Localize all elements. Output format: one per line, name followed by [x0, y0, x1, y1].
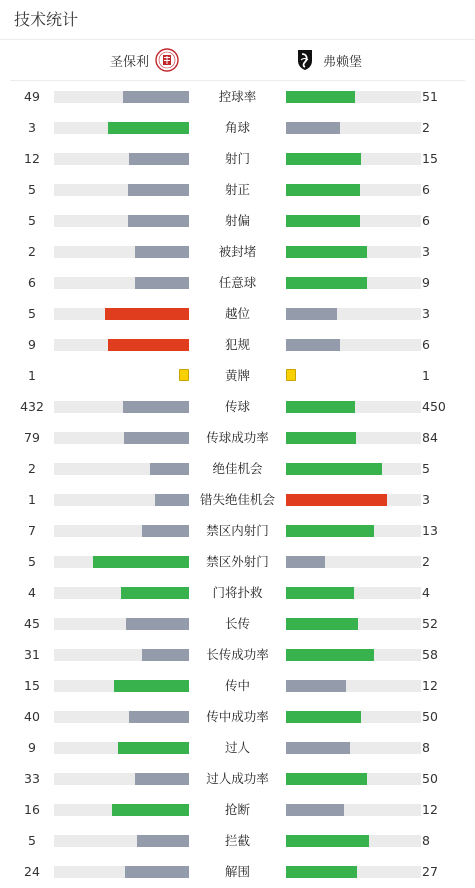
stat-row [0, 608, 475, 639]
away-stat-bar [286, 184, 421, 196]
stat-label: 射正 [224, 182, 250, 197]
away-stat-bar-fill [286, 215, 360, 227]
away-stat-value: 8 [422, 740, 430, 755]
away-stat-value: 6 [422, 182, 430, 197]
home-stat-bar-fill [123, 401, 189, 413]
stat-label: 传中 [224, 678, 250, 693]
away-stat-value: 6 [422, 337, 430, 352]
home-stat-bar [54, 184, 189, 196]
away-stat-value: 84 [422, 430, 438, 445]
stat-row [0, 112, 475, 143]
away-team-name: 弗赖堡 [323, 54, 363, 70]
away-stat-bar-fill [286, 91, 355, 103]
home-stat-value: 45 [24, 616, 40, 631]
away-stat-value: 9 [422, 275, 430, 290]
stat-row [0, 453, 475, 484]
home-stat-bar [54, 711, 189, 723]
away-stat-bar [286, 463, 421, 475]
away-stat-bar [286, 308, 421, 320]
home-stat-bar-fill [150, 463, 189, 475]
stat-label: 过人成功率 [206, 771, 269, 786]
away-stat-bar-fill [286, 339, 340, 351]
stat-label: 抢断 [224, 802, 250, 817]
home-stat-bar [54, 680, 189, 692]
home-stat-value: 5 [28, 306, 36, 321]
home-stat-bar-fill [108, 339, 189, 351]
away-yellow-card-icon [286, 369, 296, 381]
away-stat-bar [286, 742, 421, 754]
away-stat-value: 12 [422, 678, 438, 693]
away-stat-bar-fill [286, 866, 357, 878]
home-stat-bar-fill [135, 246, 189, 258]
home-stat-value: 9 [28, 740, 36, 755]
away-stat-value: 27 [422, 864, 438, 879]
home-stat-bar [54, 525, 189, 537]
away-stat-bar-fill [286, 463, 382, 475]
home-stat-value: 2 [28, 461, 36, 476]
home-stat-value: 79 [24, 430, 40, 445]
home-stat-bar-fill [129, 711, 189, 723]
away-stat-bar [286, 804, 421, 816]
away-stat-bar [286, 618, 421, 630]
home-stat-bar-fill [105, 308, 189, 320]
stat-label: 门将扑救 [212, 585, 263, 600]
stat-row [0, 81, 475, 112]
stat-row [0, 577, 475, 608]
home-stat-value: 16 [24, 802, 40, 817]
away-stat-bar-fill [286, 494, 387, 506]
away-stat-value: 2 [422, 120, 430, 135]
home-stat-bar [54, 494, 189, 506]
home-stat-value: 432 [20, 399, 44, 414]
away-stat-bar [286, 773, 421, 785]
home-stat-bar-fill [142, 525, 189, 537]
stat-row [0, 267, 475, 298]
stat-row [0, 298, 475, 329]
freiburg-crest-icon [293, 48, 317, 72]
away-stat-value: 3 [422, 492, 430, 507]
away-stat-value: 2 [422, 554, 430, 569]
away-stat-bar [286, 866, 421, 878]
home-stat-bar-fill [125, 866, 189, 878]
stat-label: 绝佳机会 [212, 461, 263, 476]
away-team[interactable] [293, 48, 362, 72]
home-stat-value: 1 [28, 492, 36, 507]
stat-row [0, 391, 475, 422]
home-stat-value: 9 [28, 337, 36, 352]
stat-label: 射偏 [224, 213, 250, 228]
home-stat-bar [54, 866, 189, 878]
stat-label: 控球率 [218, 89, 257, 104]
away-stat-bar-fill [286, 804, 344, 816]
stat-row [0, 732, 475, 763]
home-stat-bar [54, 153, 189, 165]
stat-row [0, 670, 475, 701]
home-stat-value: 24 [24, 864, 40, 879]
home-stat-bar [54, 773, 189, 785]
stat-row [0, 763, 475, 794]
home-stat-bar [54, 742, 189, 754]
stat-label: 拦截 [224, 833, 250, 848]
away-stat-bar [286, 339, 421, 351]
home-team-name: 圣保利 [109, 54, 149, 70]
home-stat-value: 15 [24, 678, 40, 693]
home-stat-bar-fill [142, 649, 189, 661]
home-stat-bar-fill [121, 587, 189, 599]
home-stat-bar-fill [93, 556, 189, 568]
home-stat-bar [54, 556, 189, 568]
away-stat-bar [286, 122, 421, 134]
away-stat-value: 50 [422, 771, 438, 786]
away-stat-value: 13 [422, 523, 438, 538]
stat-label: 角球 [224, 120, 250, 135]
stat-label: 传球成功率 [206, 430, 269, 445]
away-stat-bar-fill [286, 773, 367, 785]
stat-row [0, 546, 475, 577]
home-stat-bar-fill [128, 215, 189, 227]
stat-row [0, 515, 475, 546]
away-stat-value: 51 [422, 89, 438, 104]
home-stat-value: 33 [24, 771, 40, 786]
home-stat-value: 31 [24, 647, 40, 662]
away-stat-bar-fill [286, 742, 350, 754]
home-stat-value: 3 [28, 120, 36, 135]
away-stat-bar [286, 91, 421, 103]
home-stat-bar [54, 308, 189, 320]
away-stat-bar-fill [286, 308, 337, 320]
away-stat-bar [286, 277, 421, 289]
home-stat-bar-fill [123, 91, 189, 103]
home-stat-value: 49 [24, 89, 40, 104]
home-stat-bar-fill [118, 742, 189, 754]
home-stat-bar [54, 401, 189, 413]
away-stat-bar-fill [286, 835, 369, 847]
home-stat-bar-fill [135, 277, 189, 289]
away-stat-bar [286, 649, 421, 661]
away-stat-bar-fill [286, 277, 367, 289]
stat-row [0, 856, 475, 887]
stat-row [0, 360, 475, 391]
away-stat-value: 3 [422, 244, 430, 259]
away-stat-bar-fill [286, 618, 358, 630]
away-stat-value: 3 [422, 306, 430, 321]
stat-label: 禁区内射门 [206, 523, 269, 538]
home-stat-bar [54, 463, 189, 475]
away-stat-bar-fill [286, 401, 355, 413]
away-stat-value: 1 [422, 368, 430, 383]
stat-row [0, 794, 475, 825]
away-stat-bar [286, 401, 421, 413]
away-stat-bar-fill [286, 432, 356, 444]
stat-label: 黄牌 [224, 368, 250, 383]
stat-label: 传球 [224, 399, 250, 414]
stat-label: 禁区外射门 [206, 554, 269, 569]
home-team[interactable] [110, 48, 179, 72]
home-stat-bar [54, 122, 189, 134]
away-stat-bar [286, 556, 421, 568]
away-stat-bar [286, 587, 421, 599]
away-stat-value: 58 [422, 647, 438, 662]
away-stat-bar-fill [286, 525, 374, 537]
away-stat-bar [286, 525, 421, 537]
home-stat-bar [54, 618, 189, 630]
home-stat-value: 12 [24, 151, 40, 166]
home-stat-bar [54, 804, 189, 816]
away-stat-value: 12 [422, 802, 438, 817]
home-stat-bar-fill [126, 618, 189, 630]
stat-label: 错失绝佳机会 [199, 492, 275, 507]
away-stat-bar [286, 215, 421, 227]
home-stat-bar-fill [135, 773, 189, 785]
away-stat-bar [286, 432, 421, 444]
home-stat-value: 5 [28, 182, 36, 197]
home-stat-bar-fill [155, 494, 189, 506]
home-stat-bar [54, 339, 189, 351]
home-stat-value: 5 [28, 554, 36, 569]
away-stat-value: 8 [422, 833, 430, 848]
away-stat-value: 4 [422, 585, 430, 600]
away-stat-bar [286, 153, 421, 165]
away-stat-bar-fill [286, 184, 360, 196]
stat-row [0, 422, 475, 453]
home-stat-bar [54, 587, 189, 599]
stat-row [0, 825, 475, 856]
home-stat-bar [54, 215, 189, 227]
home-stat-bar [54, 277, 189, 289]
home-stat-bar-fill [114, 680, 189, 692]
stat-row [0, 236, 475, 267]
home-stat-bar-fill [124, 432, 189, 444]
stat-row [0, 143, 475, 174]
away-stat-value: 5 [422, 461, 430, 476]
away-stat-bar-fill [286, 680, 346, 692]
st-pauli-crest-icon [155, 48, 179, 72]
away-stat-value: 52 [422, 616, 438, 631]
home-stat-value: 4 [28, 585, 36, 600]
stat-label: 过人 [224, 740, 250, 755]
away-stat-bar-fill [286, 587, 354, 599]
home-stat-bar [54, 649, 189, 661]
away-stat-value: 6 [422, 213, 430, 228]
away-stat-bar-fill [286, 711, 361, 723]
stat-label: 解围 [224, 864, 250, 879]
away-stat-value: 15 [422, 151, 438, 166]
home-stat-bar-fill [129, 153, 189, 165]
home-stat-value: 40 [24, 709, 40, 724]
home-yellow-card-icon [179, 369, 189, 381]
away-stat-bar [286, 494, 421, 506]
stat-row [0, 639, 475, 670]
stat-label: 传中成功率 [206, 709, 269, 724]
home-stat-bar-fill [108, 122, 189, 134]
away-stat-bar-fill [286, 649, 374, 661]
home-stat-bar [54, 432, 189, 444]
home-stat-value: 7 [28, 523, 36, 538]
away-stat-bar [286, 246, 421, 258]
stat-row [0, 174, 475, 205]
home-stat-value: 2 [28, 244, 36, 259]
stats-list [0, 81, 475, 887]
home-stat-bar-fill [112, 804, 189, 816]
home-stat-bar [54, 246, 189, 258]
page-title: 技术统计 [0, 0, 475, 40]
away-stat-bar-fill [286, 556, 325, 568]
stat-label: 被封堵 [218, 244, 257, 259]
home-stat-bar-fill [137, 835, 189, 847]
home-stat-bar-fill [128, 184, 189, 196]
stat-label: 越位 [224, 306, 250, 321]
stat-row [0, 484, 475, 515]
stat-label: 射门 [224, 151, 250, 166]
away-stat-bar-fill [286, 122, 340, 134]
home-stat-value: 5 [28, 213, 36, 228]
home-stat-value: 1 [28, 368, 36, 383]
home-stat-value: 5 [28, 833, 36, 848]
stat-row [0, 205, 475, 236]
away-stat-value: 50 [422, 709, 438, 724]
home-stat-value: 6 [28, 275, 36, 290]
stat-label: 长传 [224, 616, 250, 631]
stat-label: 长传成功率 [206, 647, 269, 662]
home-stat-bar [54, 835, 189, 847]
away-stat-bar [286, 711, 421, 723]
away-stat-bar [286, 835, 421, 847]
away-stat-bar [286, 680, 421, 692]
teams-header [10, 40, 465, 81]
away-stat-bar-fill [286, 153, 361, 165]
stat-row [0, 329, 475, 360]
stat-label: 任意球 [218, 275, 257, 290]
stat-row [0, 701, 475, 732]
away-stat-bar-fill [286, 246, 367, 258]
home-stat-bar [54, 91, 189, 103]
away-stat-value: 450 [422, 399, 446, 414]
stat-label: 犯规 [224, 337, 250, 352]
